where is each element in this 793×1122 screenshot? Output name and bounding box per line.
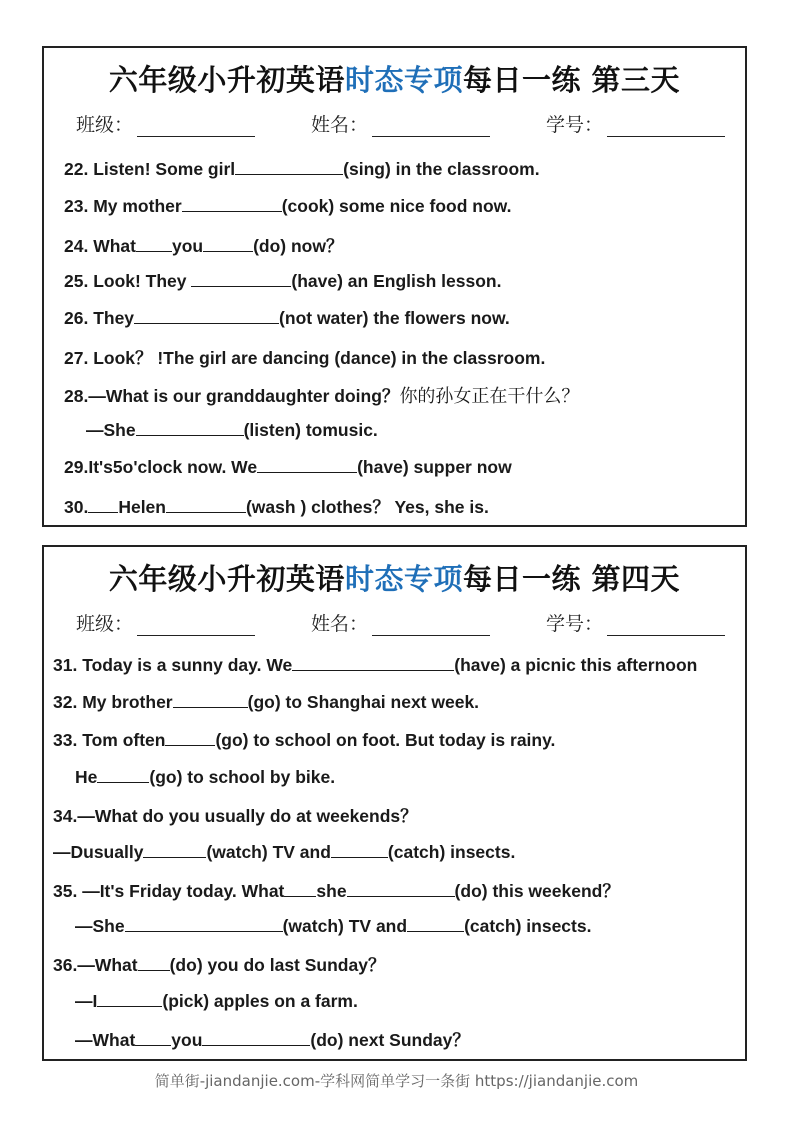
class-field[interactable]: [76, 110, 255, 137]
answer-blank[interactable]: [136, 235, 172, 252]
number-label: 学号：: [546, 613, 604, 635]
question-text: (cook) some nice food now.: [281, 196, 512, 217]
question-text: —I: [75, 990, 98, 1011]
question-text: 25. Look! They: [64, 270, 192, 291]
class-blank[interactable]: [137, 118, 255, 137]
title-highlight: 时态专项: [344, 562, 463, 596]
question-item: [75, 990, 358, 1012]
question-text: —She: [75, 916, 125, 937]
answer-blank[interactable]: [138, 954, 170, 971]
question-text: 26. They: [64, 308, 135, 329]
question-item: [53, 878, 620, 903]
worksheet-title: [44, 58, 745, 99]
question-text: (have) supper now: [357, 457, 512, 478]
question-text: (listen) tomusic.: [243, 420, 378, 441]
answer-blank[interactable]: [135, 1029, 171, 1046]
student-info-row: [44, 609, 745, 637]
question-text: 22. Listen! Some girl: [64, 159, 236, 179]
class-label: 班级：: [76, 613, 134, 635]
answer-blank[interactable]: [347, 880, 455, 897]
question-text: she: [316, 880, 347, 901]
worksheet-day-3: [42, 46, 747, 527]
class-field[interactable]: [76, 609, 255, 636]
number-blank[interactable]: [607, 617, 725, 636]
answer-blank[interactable]: [331, 841, 388, 858]
answer-blank[interactable]: [143, 841, 206, 858]
question-item: [64, 270, 501, 292]
name-label: 姓名：: [311, 613, 369, 635]
question-text: 32. My brother: [53, 692, 173, 713]
answer-blank[interactable]: [182, 195, 282, 212]
question-text: you: [171, 1030, 203, 1050]
question-text: (go) to school by bike.: [149, 766, 336, 787]
question-text: (do) next Sunday？: [310, 1030, 470, 1050]
number-blank[interactable]: [607, 118, 725, 137]
answer-blank[interactable]: [284, 880, 316, 897]
question-item: [64, 307, 510, 329]
question-item: [64, 382, 579, 408]
answer-blank[interactable]: [134, 307, 279, 324]
worksheet-day-4: [42, 545, 747, 1061]
number-label: 学号：: [546, 114, 604, 136]
class-label: 班级：: [76, 114, 134, 136]
question-text: (sing) in the classroom.: [343, 159, 540, 179]
question-text: —What: [75, 1030, 136, 1050]
answer-blank[interactable]: [202, 1029, 310, 1046]
title-suffix: 每日一练 第三天: [462, 63, 681, 97]
question-item: [53, 841, 515, 863]
question-text: (watch) TV and: [206, 841, 331, 862]
answer-blank[interactable]: [173, 691, 248, 708]
number-field[interactable]: [546, 110, 725, 137]
name-field[interactable]: [311, 609, 490, 636]
answer-blank[interactable]: [125, 915, 283, 932]
title-highlight: 时态专项: [344, 63, 463, 97]
question-text: (not water) the flowers now.: [279, 308, 510, 329]
question-item: [64, 345, 545, 370]
question-text: 28.—What is our granddaughter doing？: [64, 385, 400, 406]
question-text: 34.—What do you usually do at weekends？: [53, 806, 418, 827]
question-text: 30.: [64, 496, 89, 517]
question-text: 24. What: [64, 235, 136, 256]
question-item: [53, 729, 555, 751]
question-text: 29.It's5o'clock now. We: [64, 457, 258, 478]
name-blank[interactable]: [372, 617, 490, 636]
answer-blank[interactable]: [97, 990, 162, 1007]
answer-blank[interactable]: [88, 496, 118, 513]
number-field[interactable]: [546, 609, 725, 636]
worksheet-title: [44, 557, 745, 598]
question-text: 35. —It's Friday today. What: [53, 880, 285, 901]
question-text: 33. Tom often: [53, 729, 166, 750]
question-text: (do) you do last Sunday？: [169, 955, 386, 976]
footer-watermark: 简单街-jiandanjie.com-学科网简单学习一条街 https://jiandanjie.com: [154, 1072, 639, 1090]
question-item: [75, 915, 591, 937]
class-blank[interactable]: [137, 617, 255, 636]
question-item: [64, 233, 343, 258]
question-text: —Dusually: [53, 841, 144, 862]
question-item: [64, 494, 489, 519]
question-text: (have) a picnic this afternoon: [454, 655, 698, 675]
student-info-row: [44, 110, 745, 138]
answer-blank[interactable]: [257, 456, 357, 473]
question-text: 23. My mother: [64, 196, 182, 217]
name-label: 姓名：: [311, 114, 369, 136]
question-text: (catch) insects.: [387, 841, 516, 862]
question-text: He: [75, 766, 98, 787]
chinese-translation: 你的孙女正在干什么？: [399, 385, 580, 407]
question-text: (watch) TV and: [282, 916, 408, 937]
question-item: [53, 691, 479, 713]
question-item: [53, 654, 697, 676]
question-text: 27. Look？ !The girl are dancing (dance) in the classroom.: [64, 347, 546, 368]
question-text: (have) an English lesson.: [291, 270, 502, 291]
question-item: [86, 419, 378, 441]
question-text: (go) to Shanghai next week.: [247, 692, 480, 713]
question-text: 31. Today is a sunny day. We: [53, 655, 293, 675]
answer-blank[interactable]: [166, 496, 246, 513]
question-item: [64, 195, 511, 217]
question-text: (wash ) clothes？ Yes, she is.: [245, 496, 489, 517]
title-suffix: 每日一练 第四天: [462, 562, 681, 596]
question-item: [75, 766, 335, 788]
question-text: 36.—What: [53, 955, 138, 976]
question-text: (go) to school on foot. But today is rainy.: [215, 729, 556, 750]
question-item: [64, 456, 512, 478]
question-text: (catch) insects.: [464, 916, 592, 937]
title-prefix: 六年级小升初英语: [108, 63, 345, 97]
answer-blank[interactable]: [191, 270, 291, 287]
answer-blank[interactable]: [407, 915, 464, 932]
answer-blank[interactable]: [165, 729, 215, 746]
question-text: —She: [86, 420, 136, 441]
question-text: (pick) apples on a farm.: [162, 990, 358, 1011]
question-item: [53, 803, 418, 828]
answer-blank[interactable]: [97, 766, 149, 783]
answer-blank[interactable]: [292, 654, 454, 671]
answer-blank[interactable]: [203, 235, 253, 252]
question-text: (do) now？: [253, 235, 344, 256]
question-text: (do) this weekend？: [454, 880, 620, 901]
answer-blank[interactable]: [136, 419, 244, 436]
name-field[interactable]: [311, 110, 490, 137]
question-text: you: [171, 235, 204, 256]
question-item: [53, 952, 385, 977]
question-item: [64, 158, 540, 180]
name-blank[interactable]: [372, 118, 490, 137]
answer-blank[interactable]: [235, 158, 343, 175]
question-item: [75, 1027, 470, 1052]
question-text: Helen: [118, 496, 166, 517]
title-prefix: 六年级小升初英语: [108, 562, 345, 596]
